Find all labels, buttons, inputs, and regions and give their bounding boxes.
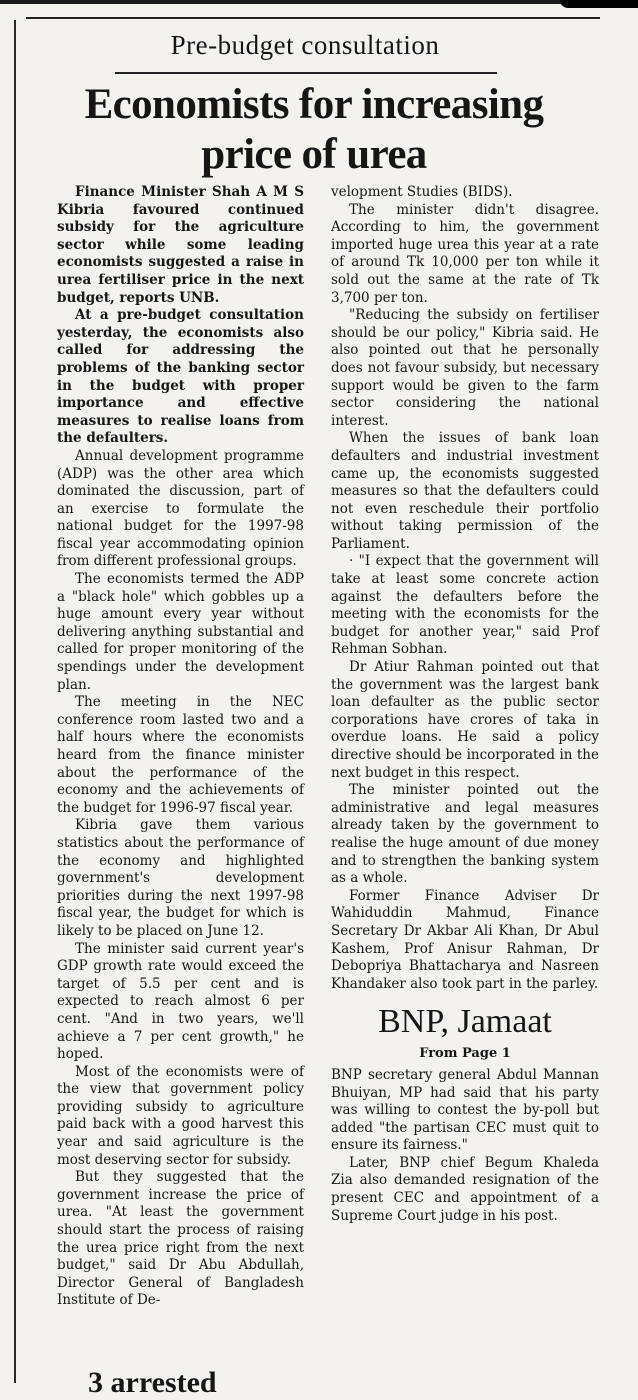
- article-paragraph: · "I expect that the government will take at least some concrete action against the defaulters before the meeting with the economists for the budget for another year," said Prof Rehman Sobhan.: [331, 553, 599, 658]
- top-rule: [26, 17, 600, 19]
- article-paragraph: The minister pointed out the administrative and legal measures already taken by the government to realise the huge amount of due money and to strengthen the banking system as a whole.: [331, 782, 599, 887]
- headline-line-2: price of urea: [201, 131, 427, 178]
- second-story-from-line: From Page 1: [419, 1046, 511, 1062]
- lead-paragraph: Finance Minister Shah A M S Kibria favoured continued subsidy for the agriculture sector while some leading economists suggested a raise in urea fertiliser price in the next budget, reports UNB.: [57, 184, 304, 306]
- article-left-column: [57, 184, 304, 1310]
- column-left-rule: [14, 20, 16, 1383]
- next-story-headline-fragment: 3 arrested: [88, 1366, 217, 1399]
- article-paragraph: But they suggested that the government increase the price of urea. "At least the government should start the process of raising the urea price right from the next budget," said Dr Abu Abdullah, Director General of Bangladesh Institute of De-: [57, 1169, 304, 1309]
- article-paragraph: Annual development programme (ADP) was the other area which dominated the discussion, part of an exercise to formulate the national budget for the 1997-98 fiscal year accommodating opinion from different professional groups.: [57, 447, 304, 570]
- article-paragraph: At a pre-budget consultation yesterday, the economists also called for addressing the problems of the banking sector in the budget with proper importance and effective measures to realise loans from the defaulters.: [57, 307, 304, 447]
- article-paragraph: The minister said current year's GDP growth rate would exceed the target of 5.5 per cent and is expected to reach almost 6 per cent. "And in two years, we'll achieve a 7 per cent growth," he hoped.: [57, 940, 304, 1063]
- article-paragraph: velopment Studies (BIDS).: [331, 184, 513, 200]
- second-story-paragraph: Later, BNP chief Begum Khaleda Zia also demanded resignation of the present CEC and appointment of a Supreme Court judge in his post.: [331, 1154, 599, 1224]
- kicker: Pre-budget consultation: [170, 30, 440, 60]
- page-corner-shadow: [560, 0, 638, 8]
- article-paragraph: Kibria gave them various statistics about the performance of the economy and highlighted government's development priorities during the next 1997-98 fiscal year, the budget for which is likely to be placed on June 12.: [57, 817, 304, 939]
- article-paragraph: Former Finance Adviser Dr Wahiduddin Mahmud, Finance Secretary Dr Akbar Ali Khan, Dr Abul Kashem, Prof Anisur Rahman, Dr Debopriya Bhattacharya and Nasreen Khandaker also took part in the parley.: [331, 887, 599, 992]
- second-story-paragraph: BNP secretary general Abdul Mannan Bhuiyan, MP had said that his party was willing to contest the by-poll but added "the partisan CEC must quit to ensure its fairness.": [331, 1066, 599, 1154]
- article-paragraph: Dr Atiur Rahman pointed out that the government was the largest bank loan defaulter as the public sector corporations have crores of taka in overdue loans. He said a policy directive should be incorporated in the next budget in this respect.: [331, 659, 599, 781]
- article-paragraph: "Reducing the subsidy on fertiliser should be our policy," Kibria said. He also pointed out that he personally does not favour subsidy, but necessary support would be given to the farm sector considering the national interest.: [331, 307, 599, 429]
- article-paragraph: Most of the economists were of the view that government policy providing subsidy to agriculture paid back with a good harvest this year and said agriculture is the most deserving sector for subsidy.: [57, 1063, 304, 1168]
- article-paragraph: The minister didn't disagree. According to him, the government imported huge urea this year at a rate of around Tk 10,000 per ton while it sold out the same at the rate of Tk 3,700 per ton.: [331, 201, 599, 306]
- article-right-column: [331, 184, 599, 1225]
- article-paragraph: The economists termed the ADP a "black hole" which gobbles up a huge amount every year without delivering anything substantial and called for proper monitoring of the spendings under the development plan.: [57, 571, 304, 693]
- article-paragraph: The meeting in the NEC conference room lasted two and a half hours where the economists heard from the finance minister about the performance of the economy and the achievements of the budget for 1996-97 fiscal year.: [57, 694, 304, 816]
- article-paragraph: When the issues of bank loan defaulters and industrial investment came up, the economists suggested measures so that the defaulters could not even reschedule their portfolio without taking permission of the Parliament.: [331, 430, 599, 552]
- second-story-headline: BNP, Jamaat: [378, 1003, 552, 1041]
- page-top-border: [0, 0, 638, 4]
- kicker-rule: [115, 72, 497, 74]
- headline-line-1: Economists for increasing: [84, 81, 544, 128]
- headline: [24, 80, 604, 180]
